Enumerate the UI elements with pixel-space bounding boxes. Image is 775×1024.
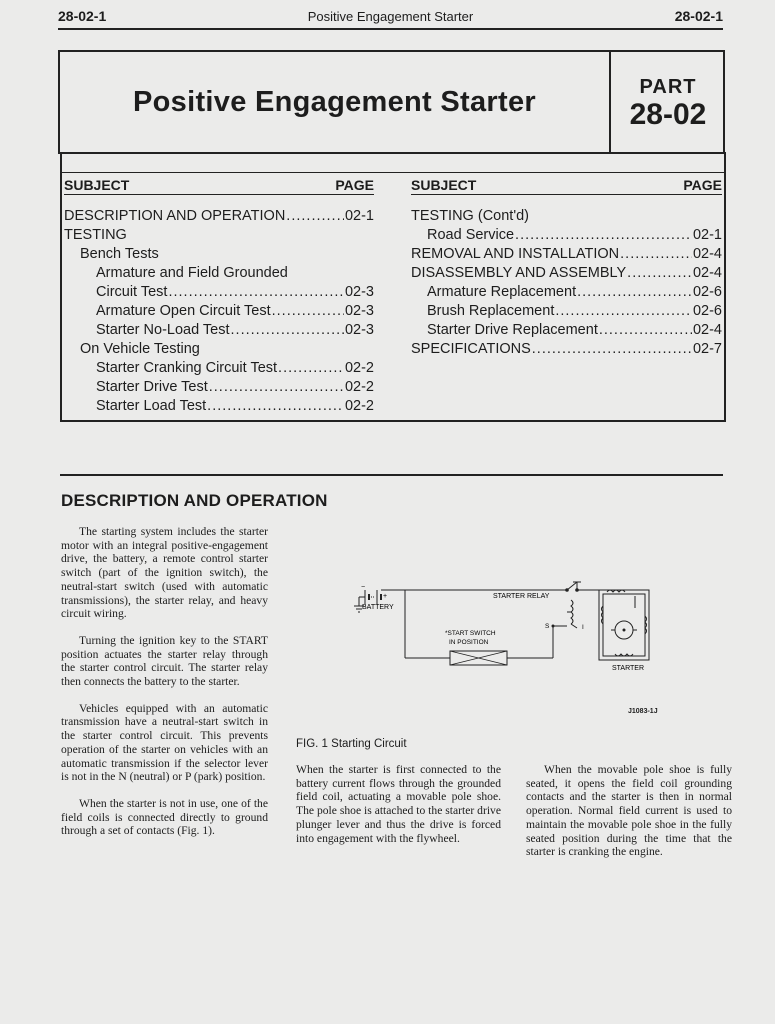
toc-dot-leader [128, 226, 373, 245]
body-paragraph: Turning the ignition key to the START position actuates the starter relay through the starter control circuit. The starter relay then connects the battery to the starter. [61, 633, 268, 689]
starter-motor-symbol [599, 590, 649, 660]
body-paragraph: The starting system includes the starter motor with an integral positive-engagement drive, the battery, a remote control starter switch (part of the ignition switch), the neutral-start switch (used with automatic transmissions), the starter relay, and heavy circuit wiring. [61, 525, 268, 621]
toc-entry-title: On Vehicle Testing [80, 341, 200, 357]
toc-entry-title: Armature Replacement [427, 284, 577, 300]
toc-entry [411, 207, 722, 226]
toc-dot-leader [577, 283, 692, 302]
s-terminal-dot [552, 625, 555, 628]
toc-subject-label: SUBJECT [64, 177, 130, 193]
toc-entry-page: 02-2 [344, 379, 374, 395]
toc-entry-page: 02-6 [692, 303, 722, 319]
part-number: 28-02 [629, 98, 707, 131]
toc-entry [64, 245, 374, 264]
toc-entry-title: TESTING (Cont'd) [411, 208, 529, 224]
body-column-2 [296, 763, 501, 858]
body-paragraph: Vehicles equipped with an automatic transmission have a neutral-start switch in the starter control circuit. This prevents operation of the starter on vehicles with an automatic transmission if the selector lever is not in the N (neutral) or P (park) position. [61, 701, 268, 784]
toc-entry [64, 226, 374, 245]
toc-entry-page: 02-2 [344, 398, 374, 414]
toc-page-label: PAGE [683, 177, 722, 193]
toc-entry-page: 02-3 [344, 284, 374, 300]
body-paragraph: When the starter is not in use, one of the field coils is connected directly to ground through a set of contacts (Fig. 1). [61, 796, 268, 838]
toc-entry-title: Armature and Field Grounded [96, 265, 288, 281]
toc-entry [64, 340, 374, 359]
toc-entry-title: Starter No-Load Test [96, 322, 230, 338]
toc-entry [64, 378, 374, 397]
toc-entry [64, 321, 374, 340]
toc-dot-leader [627, 264, 692, 283]
part-box [609, 52, 725, 152]
header-left-code: 28-02-1 [58, 8, 107, 24]
toc-entry [64, 264, 374, 283]
toc-dot-leader [620, 245, 692, 264]
toc-dot-leader [231, 321, 344, 340]
toc-entry-page: 02-4 [692, 322, 722, 338]
toc-entry [411, 264, 722, 283]
toc-dot-leader [278, 359, 344, 378]
toc-right-header [411, 176, 722, 195]
title-block [58, 50, 725, 154]
header-rule [58, 28, 723, 30]
toc-entry-page: 02-4 [692, 265, 722, 281]
body-paragraph: When the movable pole shoe is fully seated, it opens the field coil grounding contacts and the starter is then in normal operation. Normal field current is used to maintain the movable pole shoe in the fully seated position during the time that the starter is cranking the engine. [526, 763, 732, 859]
toc-entry [64, 302, 374, 321]
toc-dot-leader [530, 207, 721, 226]
toc-entry-title: Starter Drive Test [96, 379, 208, 395]
toc-entry-title: DISASSEMBLY AND ASSEMBLY [411, 265, 627, 281]
toc-entry-title: Armature Open Circuit Test [96, 303, 271, 319]
toc-entry-title: Brush Replacement [427, 303, 555, 319]
toc-entry [64, 207, 374, 226]
figure-caption: FIG. 1 Starting Circuit [296, 738, 407, 750]
part-label: PART [639, 76, 697, 98]
toc-left-entries [64, 207, 374, 416]
starting-circuit-diagram [345, 578, 665, 678]
toc-entry [411, 226, 722, 245]
figure-id: J1083-1J [628, 708, 658, 715]
section-rule [60, 474, 723, 476]
relay-label: STARTER RELAY [493, 593, 550, 600]
toc-dot-leader [555, 302, 692, 321]
toc-dot-leader [272, 302, 344, 321]
toc-right-column [411, 176, 722, 359]
relay-terminal-dot [575, 588, 579, 592]
title-main [60, 52, 609, 152]
toc-dot-leader [201, 340, 373, 359]
battery-minus-sign: − [361, 584, 366, 591]
battery-plus-sign: + [383, 593, 388, 600]
toc-entry-page: 02-2 [344, 360, 374, 376]
table-of-contents [60, 152, 726, 422]
relay-i-terminal: I [582, 624, 584, 631]
toc-entry-title: Starter Cranking Circuit Test [96, 360, 278, 376]
body-column-3 [526, 763, 732, 872]
toc-entry-title: SPECIFICATIONS [411, 341, 531, 357]
toc-dot-leader [286, 207, 344, 226]
toc-entry-title: Bench Tests [80, 246, 159, 262]
running-header [58, 8, 723, 26]
toc-subject-label: SUBJECT [411, 177, 477, 193]
relay-s-terminal: S [545, 623, 550, 630]
toc-dot-leader [599, 321, 692, 340]
section-title: DESCRIPTION AND OPERATION [61, 491, 328, 510]
toc-entry [411, 283, 722, 302]
body-column-1 [61, 525, 268, 851]
start-switch-label-2: IN POSITION [449, 639, 489, 646]
toc-page-label: PAGE [335, 177, 374, 193]
toc-entry-title: Circuit Test [96, 284, 168, 300]
body-paragraph: When the starter is first connected to the battery current flows through the grounded field coil, actuating a movable pole shoe. The pole shoe is attached to the starter drive plunger lever and thus the drive is forced into engagement with the flywheel. [296, 763, 501, 845]
toc-dot-leader [515, 226, 692, 245]
toc-entry-page: 02-6 [692, 284, 722, 300]
toc-entry [64, 283, 374, 302]
relay-terminal-dot [565, 588, 569, 592]
starter-armature-dot [623, 629, 626, 632]
toc-dot-leader [289, 264, 373, 283]
toc-dot-leader [209, 378, 344, 397]
header-title: Positive Engagement Starter [307, 9, 474, 24]
toc-dot-leader [160, 245, 373, 264]
toc-entry-title: Starter Load Test [96, 398, 207, 414]
toc-entry-title: Starter Drive Replacement [427, 322, 598, 338]
toc-dot-leader [532, 340, 692, 359]
toc-entry-page: 02-3 [344, 303, 374, 319]
toc-left-header [64, 176, 374, 195]
toc-right-entries [411, 207, 722, 359]
header-right-code: 28-02-1 [674, 8, 723, 24]
page-title: Positive Engagement Starter [133, 85, 536, 118]
toc-entry-page: 02-4 [692, 246, 722, 262]
toc-entry-title: Road Service [427, 227, 515, 243]
toc-entry-page: 02-1 [344, 208, 374, 224]
toc-dot-leader [207, 397, 344, 416]
start-switch-label-1: *START SWITCH [445, 630, 496, 637]
toc-entry-title: REMOVAL AND INSTALLATION [411, 246, 620, 262]
toc-entry-page: 02-1 [692, 227, 722, 243]
toc-entry-page: 02-7 [692, 341, 722, 357]
toc-entry-page: 02-3 [344, 322, 374, 338]
starter-label: STARTER [612, 665, 645, 672]
battery-label: BATTERY [362, 604, 394, 611]
toc-entry [64, 359, 374, 378]
toc-entry-title: TESTING [64, 227, 127, 243]
toc-entry [411, 321, 722, 340]
toc-left-column [64, 176, 374, 416]
toc-top-rule [62, 172, 724, 173]
toc-entry [411, 302, 722, 321]
toc-entry [64, 397, 374, 416]
toc-dot-leader [168, 283, 344, 302]
toc-entry [411, 245, 722, 264]
toc-entry [411, 340, 722, 359]
toc-entry-title: DESCRIPTION AND OPERATION [64, 208, 286, 224]
